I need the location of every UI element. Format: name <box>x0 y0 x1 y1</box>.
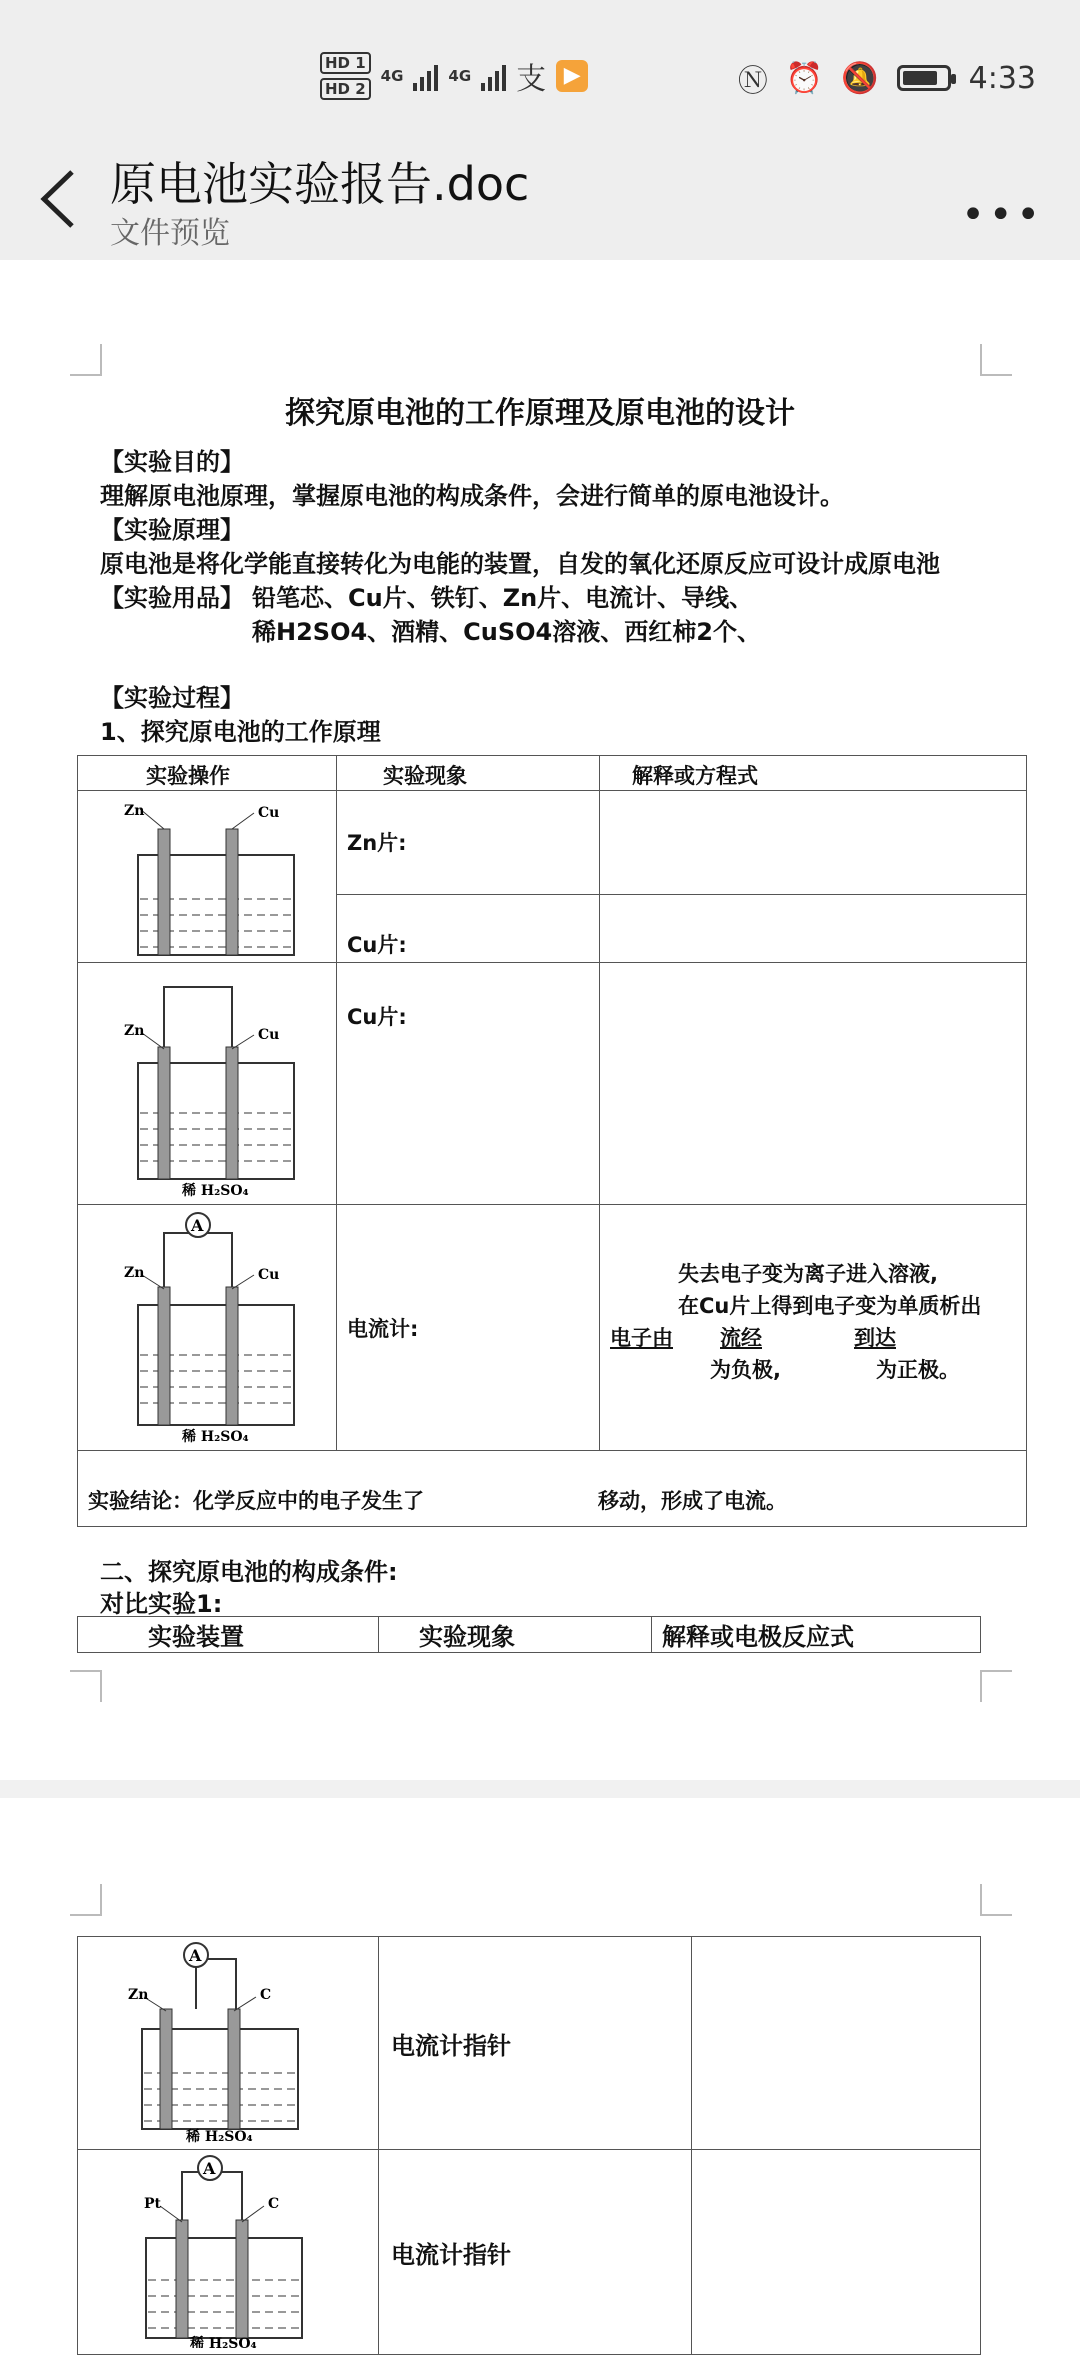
col-header-phenomenon-2: 实验现象 <box>379 1617 652 1653</box>
supplies-line-2: 稀H2SO4、酒精、CuSO4溶液、西红柿2个、 <box>252 618 761 646</box>
c-label: C <box>260 1987 272 2003</box>
electrolyte-label: 稀 H₂SO₄ <box>190 2336 257 2348</box>
cu-piece-label-2: Cu片: <box>347 1005 407 1029</box>
apparatus-diagram-3 <box>78 1205 336 1445</box>
experiment-table-2-header <box>77 1616 981 1653</box>
pt-label: Pt <box>144 2196 161 2212</box>
compare-1-label: 对比实验1: <box>100 1590 223 1618</box>
col-header-reaction: 解释或电极反应式 <box>652 1617 981 1653</box>
ammeter-label: A <box>191 1216 204 1235</box>
zn-label: Zn <box>124 803 145 819</box>
network-type-1: 4G <box>380 67 404 85</box>
clock: 4:33 <box>968 60 1036 96</box>
apparatus-diagram-2 <box>78 963 336 1199</box>
purpose-heading: 【实验目的】 <box>100 448 244 476</box>
apparatus-diagram-1 <box>78 791 336 957</box>
ammeter-label: A <box>189 1946 202 1965</box>
explain-line-1: 失去电子变为离子进入溶液, <box>678 1261 938 1286</box>
page-corner-mark <box>70 344 102 376</box>
cu-piece-label: Cu片: <box>347 932 407 957</box>
page-corner-mark <box>980 1884 1012 1916</box>
page-corner-mark <box>980 344 1012 376</box>
page-corner-mark <box>70 1884 102 1916</box>
file-subtitle: 文件预览 <box>110 216 230 251</box>
mute-icon: 🔕 <box>841 60 879 96</box>
pointer-label-2: 电流计指针 <box>379 2150 692 2355</box>
document-title: 探究原电池的工作原理及原电池的设计 <box>285 396 795 431</box>
supplies-line-1: 铅笔芯、Cu片、铁钉、Zn片、电流计、导线、 <box>252 584 754 612</box>
more-options-icon[interactable]: ••• <box>961 192 1044 238</box>
status-right <box>738 56 1036 100</box>
page-corner-mark <box>980 1670 1012 1702</box>
principle-heading: 【实验原理】 <box>100 516 244 544</box>
electrolyte-label: 稀 H₂SO₄ <box>182 1429 249 1445</box>
electron-via: 流经 <box>720 1325 762 1350</box>
explain-line-2: 在Cu片上得到电子变为单质析出 <box>678 1293 982 1318</box>
positive-pole: 为正极。 <box>876 1357 960 1382</box>
zn-label: Zn <box>124 1023 145 1039</box>
document-page-1 <box>0 260 1080 1780</box>
back-arrow-icon[interactable] <box>30 164 90 234</box>
electron-to: 到达 <box>854 1325 896 1350</box>
conclusion-part-1: 实验结论：化学反应中的电子发生了 <box>88 1489 424 1513</box>
pointer-label-1: 电流计指针 <box>379 1937 692 2150</box>
alarm-icon: ⏰ <box>785 60 824 96</box>
page-corner-mark <box>70 1670 102 1702</box>
file-title: 原电池实验报告.doc <box>110 157 530 211</box>
col-header-apparatus: 实验装置 <box>78 1617 379 1653</box>
nfc-icon: Ⓝ <box>737 64 768 99</box>
process-heading: 【实验过程】 <box>100 684 244 712</box>
purpose-text: 理解原电池原理，掌握原电池的构成条件，会进行简单的原电池设计。 <box>100 482 844 510</box>
zn-label: Zn <box>124 1265 145 1281</box>
cu-label: Cu <box>258 1027 280 1043</box>
apparatus-diagram-4 <box>78 1937 378 2143</box>
alipay-icon: 支 <box>516 62 547 97</box>
apparatus-diagram-5 <box>78 2150 378 2348</box>
signal-icon <box>413 61 438 91</box>
col-header-phenomenon: 实验现象 <box>383 764 467 788</box>
principle-text: 原电池是将化学能直接转化为电能的装置，自发的氧化还原反应可设计成原电池 <box>100 550 940 578</box>
electron-from: 电子由 <box>610 1325 673 1350</box>
video-app-icon: ▶ <box>556 60 588 92</box>
electrolyte-label: 稀 H₂SO₄ <box>182 1183 249 1199</box>
signal-icon-2 <box>481 61 506 91</box>
status-left <box>320 52 588 100</box>
galvanometer-label: 电流计: <box>347 1316 419 1341</box>
section-2-heading: 二、探究原电池的构成条件: <box>100 1558 398 1586</box>
document-page-2 <box>0 1798 1080 2358</box>
battery-icon <box>897 65 951 91</box>
col-header-explanation: 解释或方程式 <box>632 764 758 788</box>
hd1-badge: HD 1 <box>320 52 371 74</box>
col-header-operation: 实验操作 <box>146 764 230 788</box>
experiment-table-1 <box>77 755 1027 1527</box>
hd2-badge: HD 2 <box>320 78 371 100</box>
cu-label: Cu <box>258 805 280 821</box>
electrolyte-label: 稀 H₂SO₄ <box>186 2129 253 2143</box>
experiment-table-2 <box>77 1936 981 2355</box>
ammeter-label: A <box>203 2159 216 2178</box>
explanation-block <box>600 1258 1026 1398</box>
zn-piece-label: Zn片: <box>347 831 407 855</box>
sim-indicators <box>320 52 371 100</box>
cu-label: Cu <box>258 1267 280 1283</box>
supplies-heading: 【实验用品】 <box>100 584 244 612</box>
status-bar <box>0 0 1080 140</box>
zn-label: Zn <box>128 1987 149 2003</box>
section-1-heading: 1、探究原电池的工作原理 <box>100 718 381 746</box>
c-label: C <box>268 2196 280 2212</box>
app-header <box>0 140 1080 260</box>
negative-pole: 为负极, <box>710 1357 781 1382</box>
conclusion-part-2: 移动，形成了电流。 <box>598 1489 787 1513</box>
network-type-2: 4G <box>448 67 472 85</box>
